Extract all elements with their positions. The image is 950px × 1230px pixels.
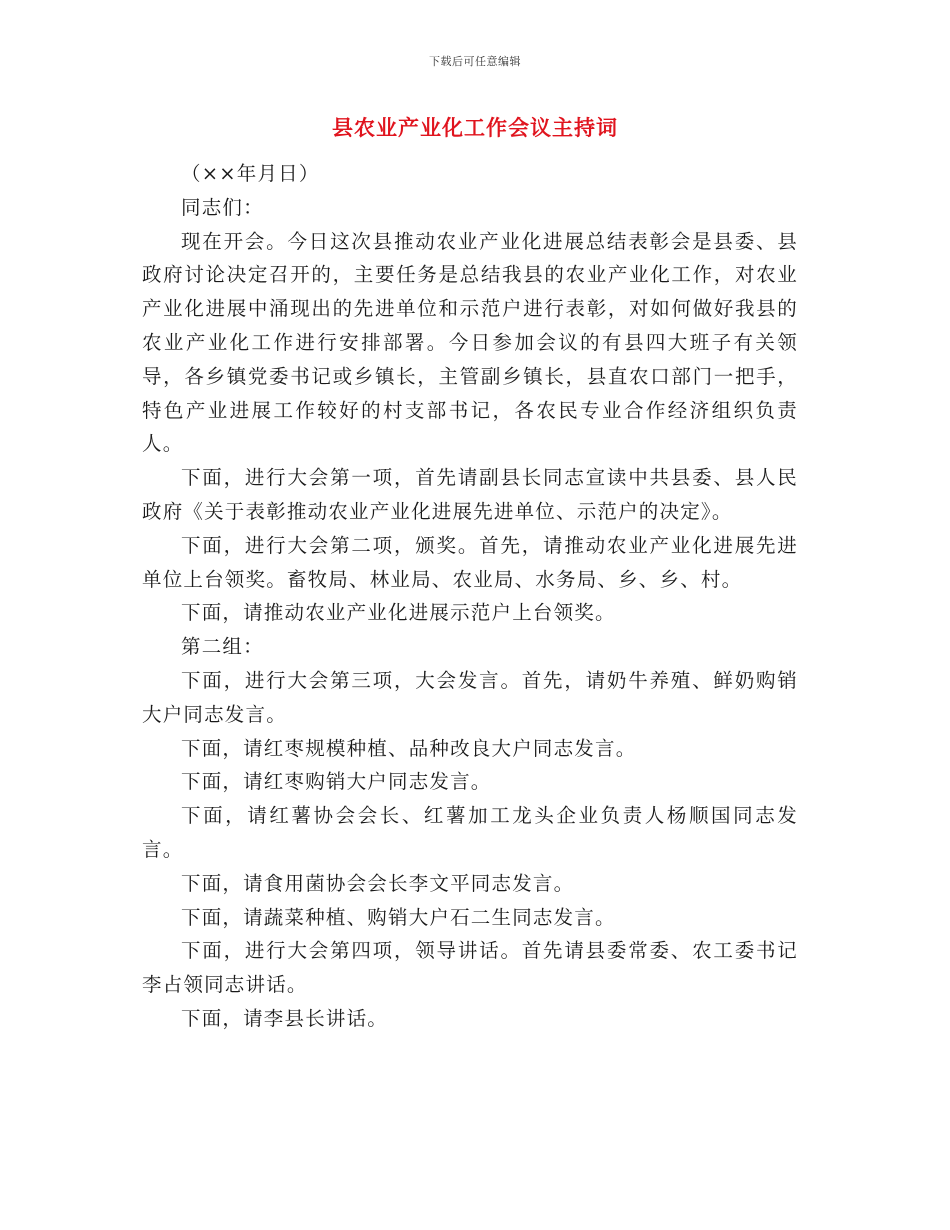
paragraph-closing: 下面，请李县长讲话。 [181, 1006, 389, 1030]
document-title: 县农业产业化工作会议主持词 [332, 115, 618, 140]
paragraph-speech-vegetable: 下面，请蔬菜种植、购销大户石二生同志发言。 [181, 905, 616, 929]
paragraph-speech-sweet-potato: 下面，请红薯协会会长、红薯加工龙头企业负责人杨顺国同志发言。 [142, 804, 798, 861]
paragraph-item-3: 下面，进行大会第三项，大会发言。首先，请奶牛养殖、鲜奶购销大户同志发言。 [142, 668, 798, 726]
salutation: 同志们： [181, 195, 264, 219]
paragraph-group-2: 第二组： [181, 635, 264, 659]
paragraph-item-4: 下面，进行大会第四项，领导讲话。首先请县委常委、农工委书记李占领同志讲话。 [142, 939, 798, 997]
paragraph-speech-jujube-planting: 下面，请红枣规模种植、品种改良大户同志发言。 [181, 736, 637, 760]
paragraph-award-demo: 下面，请推动农业产业化进展示范户上台领奖。 [181, 601, 616, 625]
document-body [142, 157, 798, 1036]
paragraph-item-1: 下面，进行大会第一项，首先请副县长同志宣读中共县委、县人民政府《关于表彰推动农业产业化进展先进单位、示范户的决定》。 [142, 466, 798, 523]
paragraph-opening: 现在开会。今日这次县推动农业产业化进展总结表彰会是县委、县政府讨论决定召开的，主要任务是总结我县的农业产业化工作，对农业产业化进展中涌现出的先进单位和示范户进行表彰，对如何做好我县的农业产业化工作进行安排部署。今日参加会议的有县四大班子有关领导，各乡镇党委书记或乡镇长，主管副乡镇长，县直农口部门一把手，特色产业进展工作较好的村支部书记，各农民专业合作经济组织负责人。 [142, 229, 798, 456]
paragraph-speech-jujube-sales: 下面，请红枣购销大户同志发言。 [181, 770, 492, 794]
paragraph-speech-mushroom: 下面，请食用菌协会会长李文平同志发言。 [181, 871, 575, 895]
header-note: 下载后可任意编辑 [429, 55, 521, 68]
paragraph-item-2: 下面，进行大会第二项，颁奖。首先，请推动农业产业化进展先进单位上台领奖。畜牧局、林业局、农业局、水务局、乡、乡、村。 [142, 533, 798, 591]
date-line: （××年月日） [181, 162, 320, 185]
